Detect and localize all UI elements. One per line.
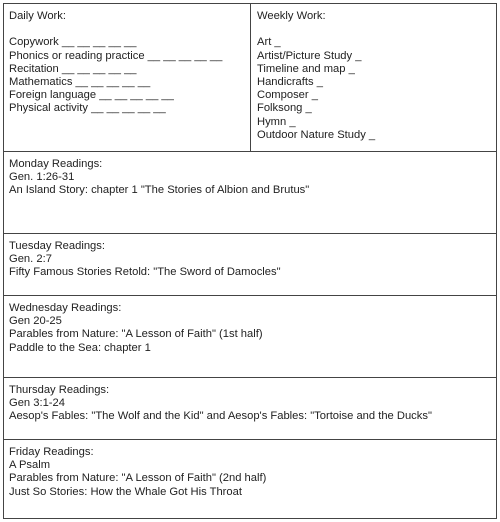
tuesday-heading: Tuesday Readings: — [9, 240, 105, 252]
tuesday-row — [4, 234, 496, 296]
wednesday-heading: Wednesday Readings: — [9, 302, 122, 314]
friday-reading: Parables from Nature: "A Lesson of Faith" (2nd half) — [9, 472, 267, 485]
monday-reading: Gen. 1:26-31 — [9, 171, 75, 184]
weekly-item-hymn: Hymn _ — [257, 115, 296, 128]
thursday-reading: Gen 3:1-24 — [9, 397, 65, 410]
weekly-item-art: Art _ — [257, 36, 281, 49]
thursday-row — [4, 378, 496, 440]
lesson-plan-table — [3, 3, 497, 519]
weekly-item-folksong: Folksong _ — [257, 102, 312, 115]
daily-item-mathematics: Mathematics __ __ __ __ __ — [9, 76, 151, 88]
friday-row — [4, 440, 496, 518]
daily-item-copywork: Copywork __ __ __ __ __ — [9, 36, 137, 49]
friday-readings-cell — [4, 440, 496, 518]
daily-work-cell — [4, 4, 251, 151]
thursday-readings-cell — [4, 378, 496, 439]
tuesday-reading: Gen. 2:7 — [9, 253, 52, 266]
monday-readings-cell — [4, 152, 496, 233]
weekly-item-artist-study: Artist/Picture Study _ — [257, 49, 362, 62]
wednesday-reading: Gen 20-25 — [9, 315, 62, 328]
tuesday-readings-cell — [4, 234, 496, 295]
wednesday-reading: Parables from Nature: "A Lesson of Faith" (1st half) — [9, 328, 263, 341]
weekly-work-heading: Weekly Work: — [257, 10, 326, 22]
wednesday-reading: Paddle to the Sea: chapter 1 — [9, 341, 151, 354]
weekly-item-composer: Composer _ — [257, 89, 318, 102]
weekly-item-timeline: Timeline and map _ — [257, 62, 355, 75]
daily-work-heading: Daily Work: — [9, 10, 66, 22]
friday-reading: A Psalm — [9, 459, 51, 472]
daily-item-physical-activity: Physical activity __ __ __ __ __ — [9, 102, 166, 115]
weekly-item-nature-study: Outdoor Nature Study _ — [257, 128, 376, 141]
thursday-reading: Aesop's Fables: "The Wolf and the Kid" and Aesop's Fables: "Tortoise and the Ducks" — [9, 410, 432, 423]
weekly-item-handicrafts: Handicrafts _ — [257, 76, 323, 88]
thursday-heading: Thursday Readings: — [9, 384, 110, 396]
monday-row — [4, 152, 496, 234]
monday-reading: An Island Story: chapter 1 "The Stories of Albion and Brutus" — [9, 184, 310, 197]
monday-heading: Monday Readings: — [9, 158, 103, 170]
wednesday-row — [4, 296, 496, 378]
daily-item-recitation: Recitation __ __ __ __ __ — [9, 62, 137, 75]
wednesday-readings-cell — [4, 296, 496, 377]
tuesday-reading: Fifty Famous Stories Retold: "The Sword of Damocles" — [9, 266, 281, 279]
work-row — [4, 4, 496, 152]
friday-heading: Friday Readings: — [9, 446, 94, 458]
weekly-work-cell — [251, 4, 496, 151]
friday-reading: Just So Stories: How the Whale Got His Throat — [9, 485, 242, 498]
daily-item-phonics: Phonics or reading practice __ __ __ __ __ — [9, 49, 223, 62]
daily-item-foreign-language: Foreign language __ __ __ __ __ — [9, 89, 174, 102]
